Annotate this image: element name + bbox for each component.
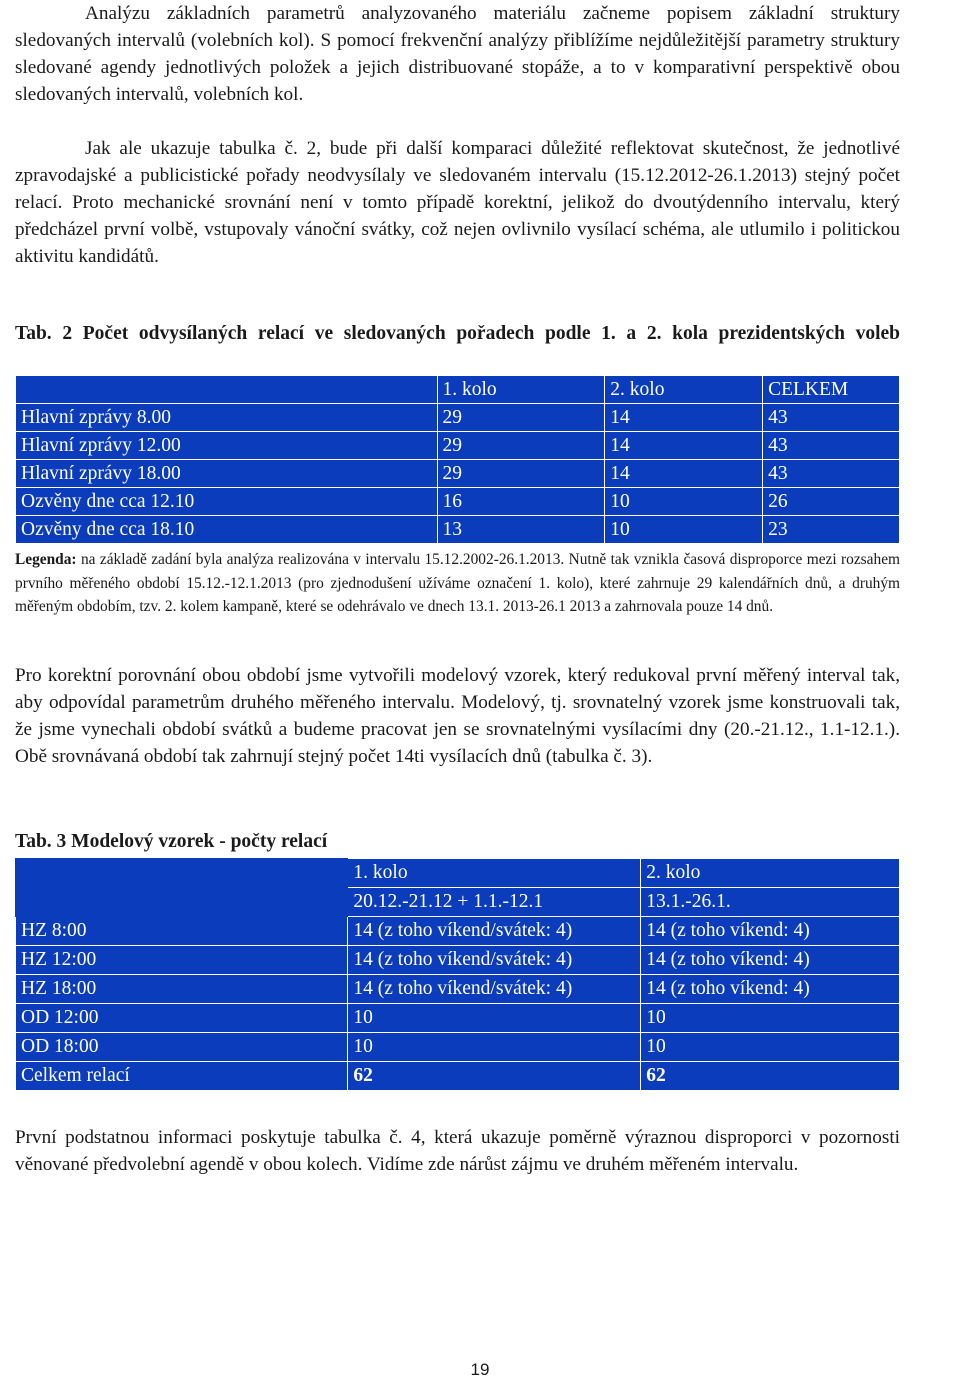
paragraph-table2-intro: Jak ale ukazuje tabulka č. 2, bude při další komparaci důležité reflektovat skutečnost, že jednotlivé zpravodajské a publicistické pořady neodvysílaly ve sledovaném intervalu (15.12.2012-26.1.2013) stejný počet relací. Proto mechanické srovnání není v tomto případě korektní, jelikož do dvoutýdenního intervalu, který předcházel první volbě, vstupovaly vánoční svátky, což nejen ovlivnilo vysílací schéma, ale utlumilo i politickou aktivitu kandidátů. (15, 138, 900, 267)
table-cell: OD 12:00 (16, 1004, 348, 1033)
table2-header-cell: 2. kolo (605, 376, 763, 404)
table2-header-row (16, 376, 900, 404)
table-cell: Hlavní zprávy 8.00 (16, 404, 438, 432)
table-cell: 10 (348, 1033, 641, 1062)
table-row (16, 488, 900, 516)
table-row (16, 946, 900, 975)
table3-caption: Tab. 3 Modelový vzorek - počty relací (15, 831, 328, 852)
paragraph-model-sample: Pro korektní porovnání obou období jsme vytvořili modelový vzorek, který redukoval první měřený interval tak, aby odpovídal parametrům druhého měřeného intervalu. Modelový, tj. srovnatelný vzorek jsme konstruovali tak, že jsme vynechali období svátků a budeme pracovat jen se srovnatelnými vysílacími dny (20.-21.12., 1.1-12.1.). Obě srovnávaná období tak zahrnují stejný počet 14ti vysílacích dnů (tabulka č. 3). (15, 665, 900, 767)
table-cell: 16 (437, 488, 605, 516)
table-row (16, 1062, 900, 1091)
table-cell: Ozvěny dne cca 12.10 (16, 488, 438, 516)
table-cell: Ozvěny dne cca 18.10 (16, 516, 438, 544)
table-cell: HZ 18:00 (16, 975, 348, 1004)
paragraph-table4-intro: První podstatnou informaci poskytuje tabulka č. 4, která ukazuje poměrně výraznou disproporci v pozornosti věnované předvolební agendě v obou kolech. Vidíme zde nárůst zájmu ve druhém měřeném intervalu. (15, 1127, 900, 1175)
table-cell: 29 (437, 460, 605, 488)
table-cell: OD 18:00 (16, 1033, 348, 1062)
legend-text: na základě zadání byla analýza realizována v intervalu 15.12.2002-26.1.2013. Nutně tak vznikla časová disproporce mezi rozsahem prvního měřeného období 15.12.-12.1.2013 (pro zjednodušení užíváme označení 1. kolo), které zahrnuje 29 kalendářních dnů, a druhým měřeným obdobím, tzv. 2. kolem kampaně, které se odehrávalo ve dnech 13.1. 2013-26.1 2013 a zahrnovala pouze 14 dnů. (15, 551, 900, 615)
table-row (16, 917, 900, 946)
table2-header-cell: 1. kolo (437, 376, 605, 404)
table-row (16, 1004, 900, 1033)
table-cell: 14 (605, 404, 763, 432)
table3-header-cell: 2. kolo (641, 859, 900, 888)
table-cell: 14 (605, 432, 763, 460)
table3-header-cell (16, 888, 348, 917)
table-cell: HZ 12:00 (16, 946, 348, 975)
table-cell: 13 (437, 516, 605, 544)
table2-header-cell (16, 376, 438, 404)
table-cell: 29 (437, 404, 605, 432)
table-row (16, 432, 900, 460)
table-cell: 14 (z toho víkend/svátek: 4) (348, 946, 641, 975)
table-row (16, 975, 900, 1004)
page-number: 19 (470, 1360, 490, 1379)
table3-header-row (16, 888, 900, 917)
table-cell: 43 (763, 404, 900, 432)
table3-header-cell: 20.12.-21.12 + 1.1.-12.1 (348, 888, 641, 917)
table-cell: 14 (z toho víkend: 4) (641, 946, 900, 975)
table-cell: 29 (437, 432, 605, 460)
paragraph-intro: Analýzu základních parametrů analyzovaného materiálu začneme popisem základní struktury sledovaných intervalů (volebních kol). S pomocí frekvenční analýzy přiblížíme nejdůležitější parametry struktury sledované agendy jednotlivých položek a jejich distribuované stopáže, a to v komparativní perspektivě obou sledovaných intervalů, volebních kol. (15, 3, 900, 105)
table-cell: 14 (z toho víkend: 4) (641, 917, 900, 946)
table-cell: 62 (348, 1062, 641, 1091)
table-cell: 14 (z toho víkend/svátek: 4) (348, 917, 641, 946)
table-cell: 10 (348, 1004, 641, 1033)
table-cell: Hlavní zprávy 12.00 (16, 432, 438, 460)
table3-header-cell (16, 859, 348, 888)
table-cell: 10 (641, 1033, 900, 1062)
table2-caption: Tab. 2 Počet odvysílaných relací ve sledovaných pořadech podle 1. a 2. kola prezidentských voleb (15, 323, 900, 344)
table3-header-cell: 13.1.-26.1. (641, 888, 900, 917)
table-cell: 26 (763, 488, 900, 516)
table-row (16, 1033, 900, 1062)
table-cell: 10 (641, 1004, 900, 1033)
table-row (16, 460, 900, 488)
table2 (15, 375, 900, 544)
table-cell: 14 (z toho víkend/svátek: 4) (348, 975, 641, 1004)
table-cell: 43 (763, 432, 900, 460)
table-cell: 14 (z toho víkend: 4) (641, 975, 900, 1004)
table3-header-cell: 1. kolo (348, 859, 641, 888)
table3 (15, 858, 900, 1091)
table-cell: 43 (763, 460, 900, 488)
table-cell: 14 (605, 460, 763, 488)
table-cell: 62 (641, 1062, 900, 1091)
table-cell: Celkem relací (16, 1062, 348, 1091)
table2-header-cell: CELKEM (763, 376, 900, 404)
table-cell: 23 (763, 516, 900, 544)
legend-label: Legenda: (15, 551, 77, 568)
table-row (16, 516, 900, 544)
table3-header-row (16, 859, 900, 888)
table-cell: 10 (605, 516, 763, 544)
table2-legend (15, 548, 900, 619)
table-row (16, 404, 900, 432)
table-cell: 10 (605, 488, 763, 516)
table-cell: Hlavní zprávy 18.00 (16, 460, 438, 488)
table-cell: HZ 8:00 (16, 917, 348, 946)
